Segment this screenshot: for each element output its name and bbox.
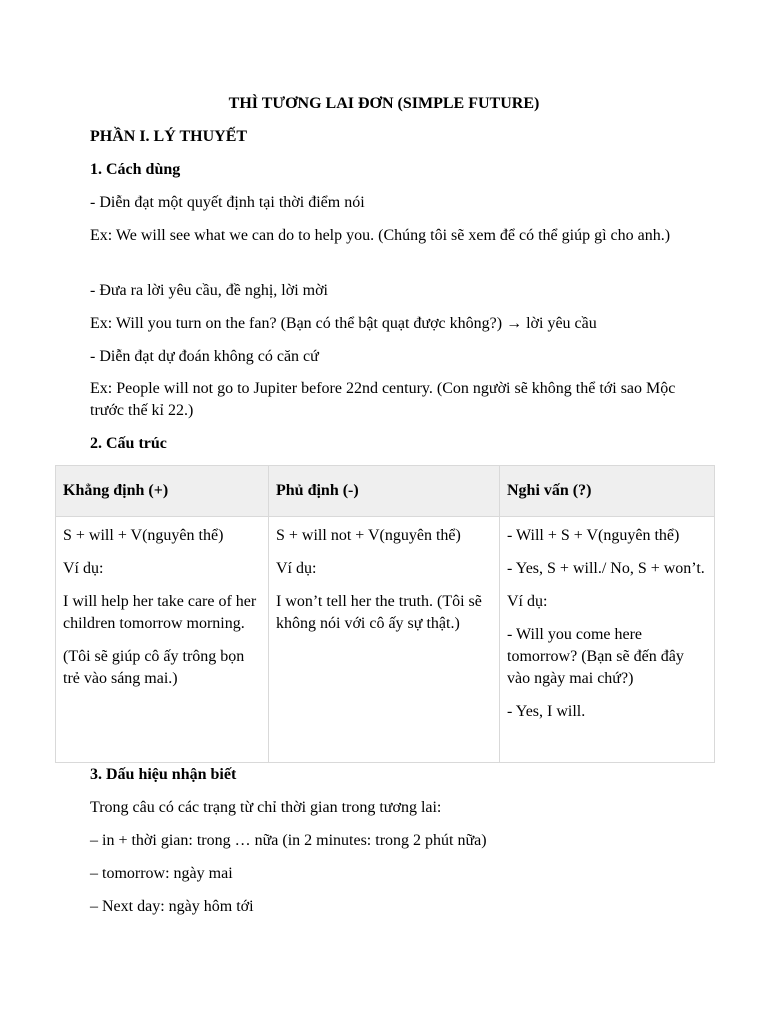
usage-item: - Đưa ra lời yêu cầu, đề nghị, lời mời <box>90 282 328 299</box>
header-affirmative: Khẳng định (+) <box>56 466 269 517</box>
page-title: THÌ TƯƠNG LAI ĐƠN (SIMPLE FUTURE) <box>228 95 540 112</box>
usage-example: Ex: People will not go to Jupiter before 22nd century. (Con người sẽ không thể tới sao Mộc trước thế kỉ 22.) <box>90 380 676 419</box>
negative-formula: S + will not + V(nguyên thể) <box>276 527 461 544</box>
question-example: - Will you come here tomorrow? (Bạn sẽ đến đây vào ngày mai chứ?) <box>507 626 684 687</box>
structure-heading: 2. Cấu trúc <box>90 435 167 452</box>
usage-example: Ex: We will see what we can do to help you. (Chúng tôi sẽ xem để có thể giúp gì cho anh.) <box>90 227 671 244</box>
usage-heading: 1. Cách dùng <box>90 161 181 178</box>
signs-item: – in + thời gian: trong … nữa (in 2 minutes: trong 2 phút nữa) <box>90 832 487 849</box>
structure-table <box>55 465 715 763</box>
usage-example: Ex: Will you turn on the fan? (Bạn có thể bật quạt được không?) → lời yêu cầu <box>90 315 597 332</box>
question-answer-example: - Yes, I will. <box>507 703 586 720</box>
table-header-row <box>56 466 715 517</box>
signs-item: – Next day: ngày hôm tới <box>90 898 254 915</box>
negative-cell <box>269 517 500 763</box>
usage-item: - Diễn đạt dự đoán không có căn cứ <box>90 348 319 365</box>
signs-intro: Trong câu có các trạng từ chỉ thời gian trong tương lai: <box>90 799 442 816</box>
part1-heading: PHẦN I. LÝ THUYẾT <box>90 128 248 145</box>
question-cell <box>500 517 715 763</box>
affirmative-cell <box>56 517 269 763</box>
usage-item: - Diễn đạt một quyết định tại thời điểm nói <box>90 194 365 211</box>
negative-example: I won’t tell her the truth. (Tôi sẽ không nói với cô ấy sự thật.) <box>276 593 482 632</box>
header-question: Nghi vấn (?) <box>500 466 715 517</box>
affirmative-translation: (Tôi sẽ giúp cô ấy trông bọn trẻ vào sáng mai.) <box>63 648 245 687</box>
table-row <box>56 517 715 763</box>
example-label: Ví dụ: <box>507 593 548 610</box>
header-negative: Phủ định (-) <box>269 466 500 517</box>
question-formula: - Will + S + V(nguyên thể) <box>507 527 680 544</box>
question-answer-formula: - Yes, S + will./ No, S + won’t. <box>507 560 705 577</box>
example-label: Ví dụ: <box>276 560 317 577</box>
signs-item: – tomorrow: ngày mai <box>90 865 233 882</box>
affirmative-formula: S + will + V(nguyên thể) <box>63 527 224 544</box>
signs-heading: 3. Dấu hiệu nhận biết <box>90 766 237 783</box>
affirmative-example: I will help her take care of her children tomorrow morning. <box>63 593 257 632</box>
example-label: Ví dụ: <box>63 560 104 577</box>
